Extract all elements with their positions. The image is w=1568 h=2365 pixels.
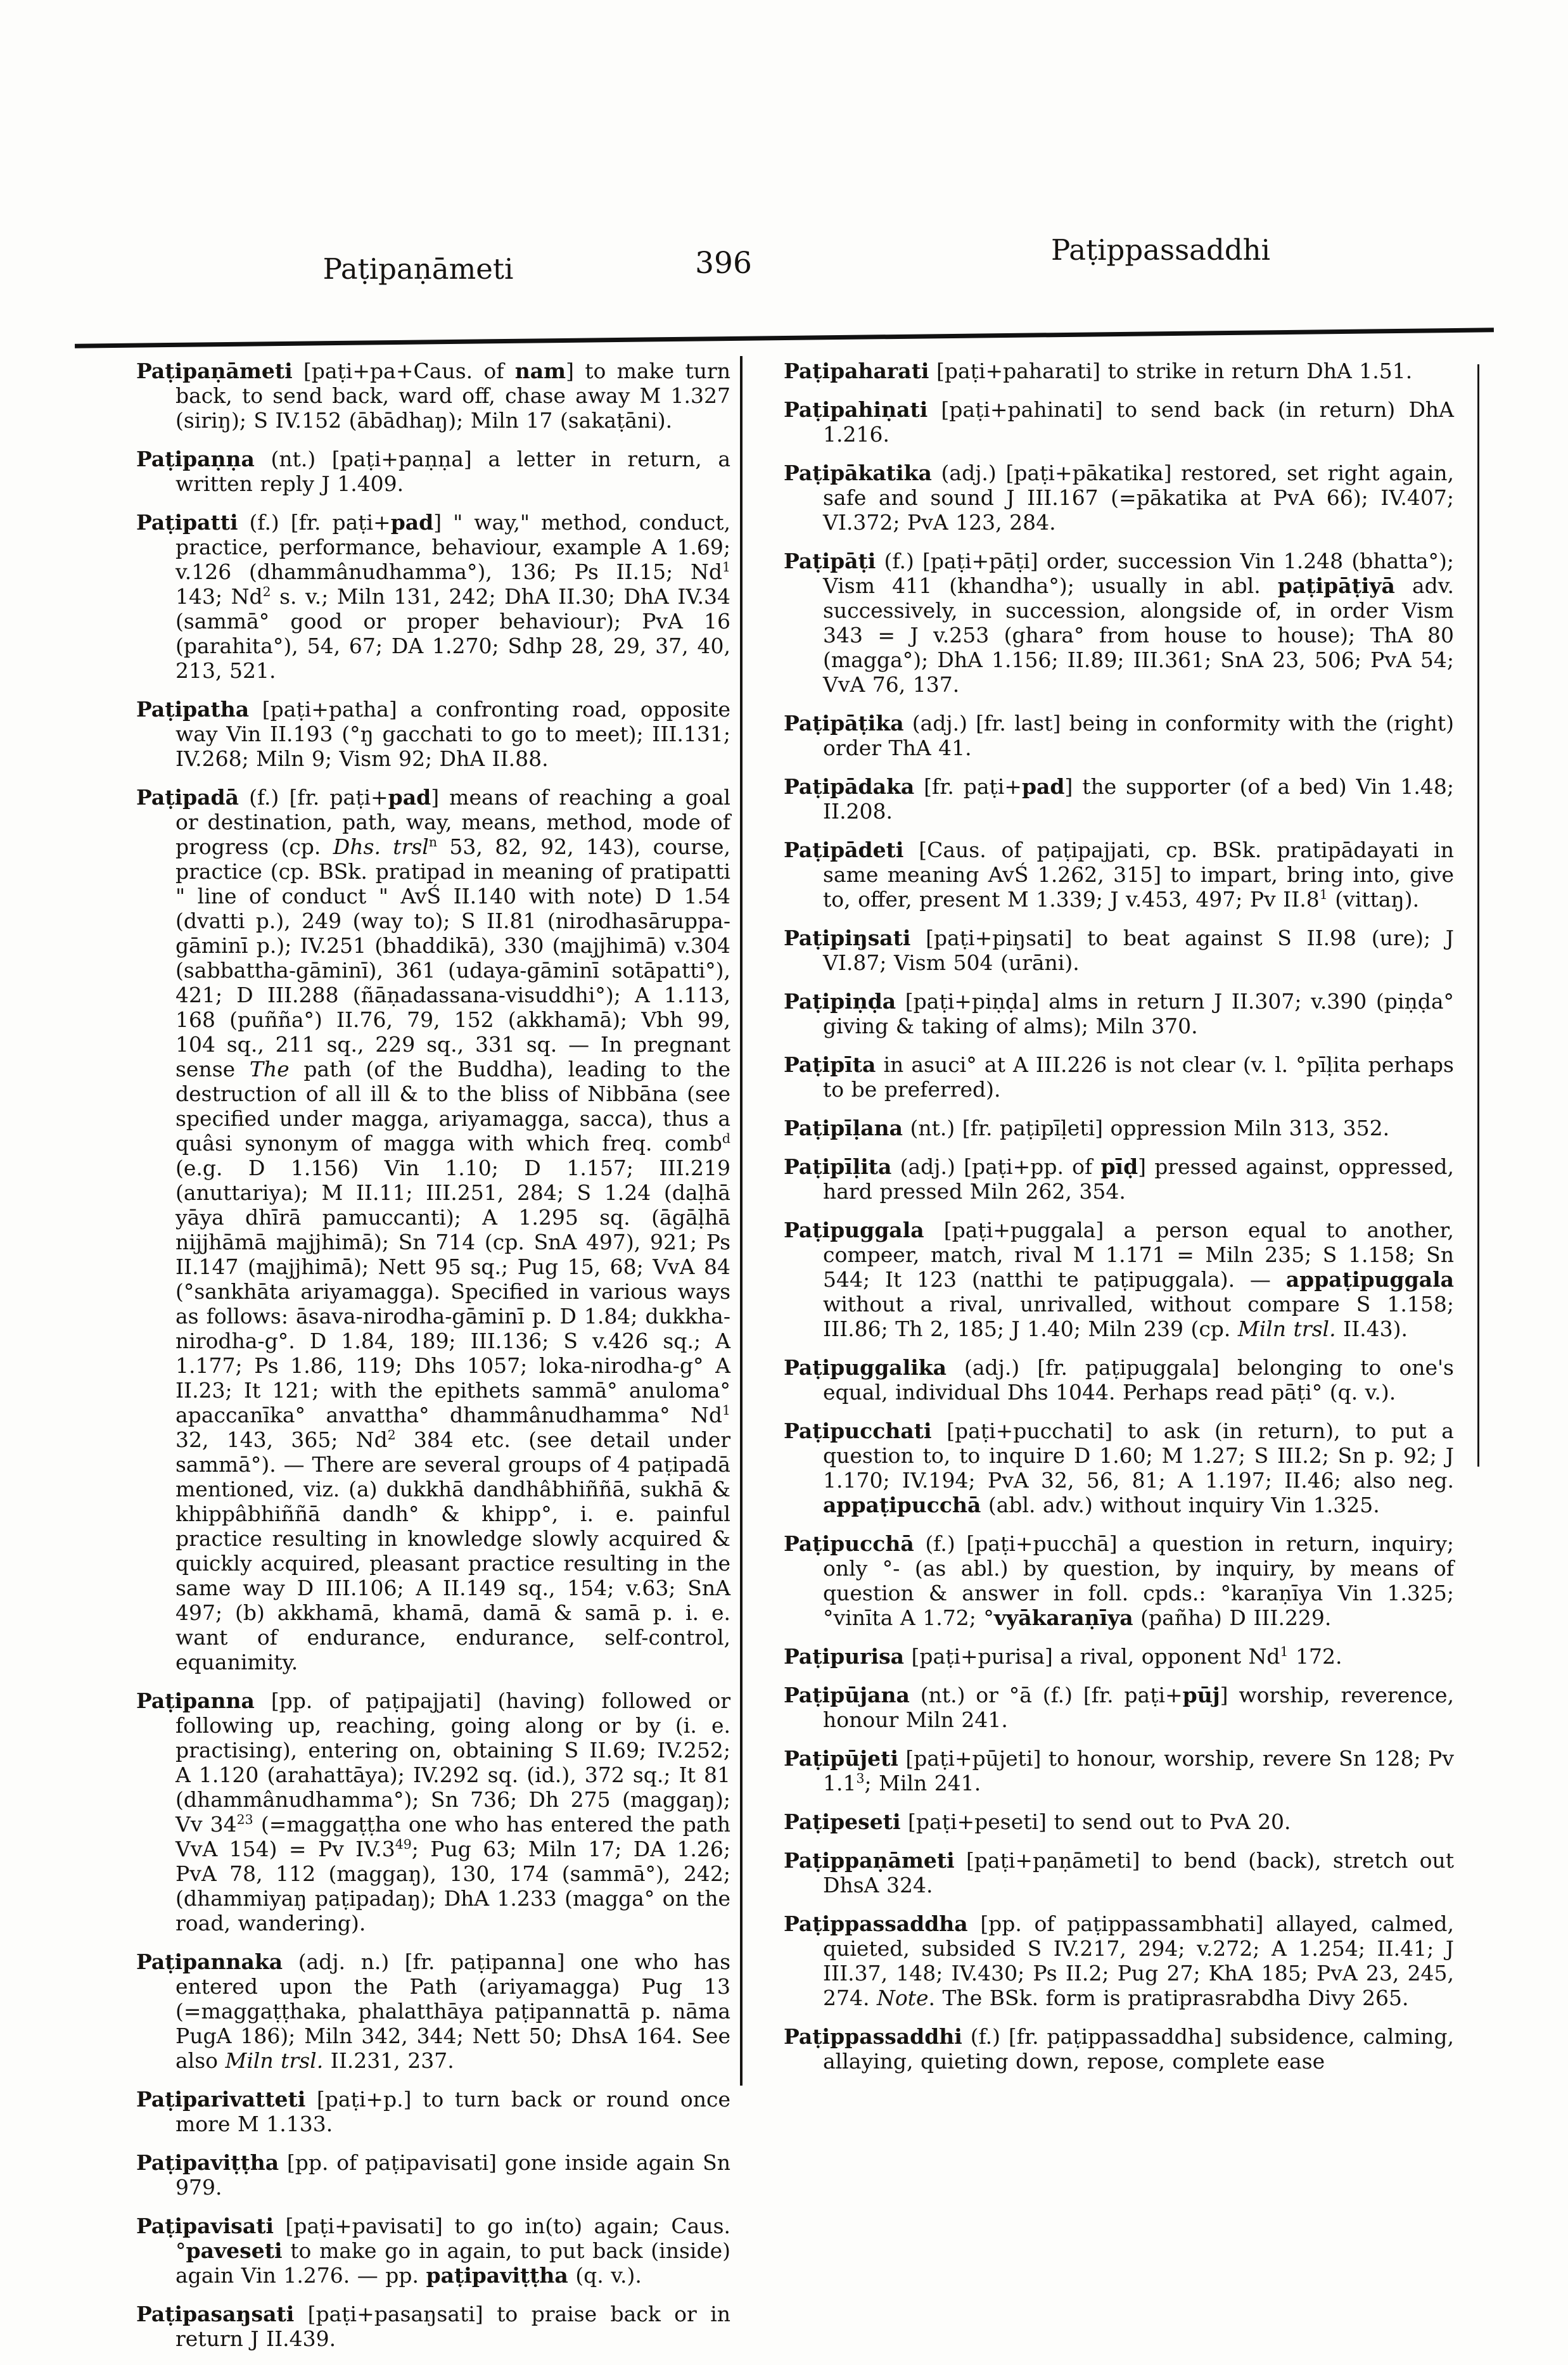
entry-headword: Paṭipanna xyxy=(136,1688,255,1713)
entry-headword: Paṭipurisa xyxy=(784,1644,905,1669)
entry-headword: Paṭipatti xyxy=(136,510,238,535)
dictionary-entry xyxy=(784,549,1454,697)
right-column xyxy=(784,359,1454,2088)
entry-body: [paṭi+pasaŋsati] to praise back or in return J II.439. xyxy=(175,2302,730,2351)
dictionary-entry xyxy=(784,1418,1454,1517)
entry-body: [paṭi+peseti] to send out to PvA 20. xyxy=(908,1809,1291,1834)
dictionary-entry xyxy=(784,774,1454,824)
entry-headword: Paṭippassaddhi xyxy=(784,2024,962,2049)
entry-headword: Paṭipākatika xyxy=(784,461,932,485)
entry-headword: Paṭiparivatteti xyxy=(136,2087,306,2112)
entry-body: (f.) [paṭi+pucchā] a question in return, inquiry; only °- (as abl.) by question, by inquiry, by means of question & answer in foll. cpds.: °karaṇīya Vin 1.325; °vinīta A 1.72; °vyākaraṇīya (pañha) D III.229. xyxy=(823,1531,1454,1630)
entry-headword: Paṭipūjana xyxy=(784,1683,910,1707)
entry-headword: Paṭippaṇāmeti xyxy=(784,1848,955,1873)
left-column xyxy=(136,359,730,2365)
header-catchword-right: Paṭippassaddhi xyxy=(1050,233,1271,267)
dictionary-entry xyxy=(136,2302,730,2351)
entry-body: [paṭi+purisa] a rival, opponent Nd$^1$ 172. xyxy=(911,1644,1342,1669)
entry-headword: Paṭipiṇḍa xyxy=(784,989,896,1014)
entry-body: (nt.) [fr. paṭipīḷeti] oppression Miln 313, 352. xyxy=(910,1116,1390,1140)
entry-headword: Paṭipadā xyxy=(136,785,239,810)
entry-body: [pp. of paṭipavisati] gone inside again Sn 979. xyxy=(175,2150,730,2200)
entry-body: [paṭi+pa+Caus. of nam] to make turn back, to send back, ward off, chase away M 1.327 (siriŋ); S IV.152 (ābādhaŋ); Miln 17 (sakaṭāni). xyxy=(175,359,730,433)
entry-body: [pp. of paṭipajjati] (having) followed or following up, reaching, going along or by (i. e. practising), entering on, obtaining S II.69; IV.252; A 1.120 (arahattāya); IV.292 sq. (id.), 372 sq.; It 81 (dhammânudhamma°); Sn 736; Dh 275 (maggaŋ); Vv $34^{23}$ (=maggaṭṭha one who has entered the path VvA 154) = Pv $IV.3^{49}$; Pug 63; Miln 17; DA 1.26; PvA 78, 112 (maggaŋ), 130, 174 (sammā°), 242; (dhammiyaŋ paṭipadaŋ); DhA 1.233 (magga° on the road, wandering). xyxy=(175,1688,730,1935)
dictionary-entry xyxy=(784,1355,1454,1405)
entry-body: (adj.) [paṭi+pākatika] restored, set right again, safe and sound J III.167 (=pākatika at PvA 66); IV.407; VI.372; PvA 123, 284. xyxy=(823,461,1454,535)
entry-body: [paṭi+pavisati] to go in(to) again; Caus. °paveseti to make go in again, to put back (inside) again Vin 1.276. — pp. paṭipaviṭṭha (q. v.). xyxy=(175,2214,730,2288)
entry-body: (f.) [fr. paṭippassaddha] subsidence, calming, allaying, quieting down, repose, complete ease xyxy=(823,2024,1454,2074)
entry-body: [fr. paṭi+pad] the supporter (of a bed) Vin 1.48; II.208. xyxy=(823,774,1454,824)
entry-body: [paṭi+paṇāmeti] to bend (back), stretch out DhsA 324. xyxy=(823,1848,1454,1897)
entry-headword: Paṭipaviṭṭha xyxy=(136,2150,279,2175)
dictionary-entry xyxy=(784,397,1454,447)
entry-headword: Paṭipīḷita xyxy=(784,1154,892,1179)
entry-body: in asuci° at A III.226 is not clear (v. l. °pīḷita perhaps to be preferred). xyxy=(823,1052,1454,1102)
dictionary-entry xyxy=(784,711,1454,760)
entry-headword: Paṭipāṭi xyxy=(784,549,876,573)
entry-headword: Paṭipucchā xyxy=(784,1531,914,1556)
dictionary-entry xyxy=(784,1116,1454,1140)
entry-body: [Caus. of paṭipajjati, cp. BSk. pratipādayati in same meaning AvŚ 1.262, 315] to impart, bring into, give to, offer, present M 1.339; J v.453, 497; Pv $II.8^1$ (vittaŋ). xyxy=(823,838,1454,912)
dictionary-entry xyxy=(784,838,1454,912)
dictionary-entry xyxy=(784,1848,1454,1897)
dictionary-entry xyxy=(784,1218,1454,1341)
dictionary-entry xyxy=(136,697,730,771)
entry-headword: Paṭipatha xyxy=(136,697,250,722)
entry-body: [paṭi+pahinati] to send back (in return) DhA 1.216. xyxy=(823,397,1454,447)
dictionary-entry xyxy=(136,510,730,683)
entry-body: (nt.) [paṭi+paṇṇa] a letter in return, a written reply J 1.409. xyxy=(175,447,730,496)
dictionary-entry xyxy=(784,989,1454,1038)
dictionary-entry xyxy=(136,2087,730,2136)
entry-body: [paṭi+puggala] a person equal to another, compeer, match, rival M 1.171 = Miln 235; S 1.158; Sn 544; It 123 (natthi te paṭipuggala). — appaṭipuggala without a rival, unrivalled, without compare S 1.158; III.86; Th 2, 185; J 1.40; Miln 239 (cp. Miln trsl. II.43). xyxy=(823,1218,1454,1341)
header-rule xyxy=(75,328,1494,348)
entry-headword: Paṭipeseti xyxy=(784,1809,901,1834)
dictionary-entry xyxy=(784,461,1454,535)
entry-body: [paṭi+patha] a confronting road, opposite way Vin II.193 (°ŋ gacchati to go to meet); III.131; IV.268; Miln 9; Vism 92; DhA II.88. xyxy=(175,697,730,771)
column-divider xyxy=(740,356,743,2086)
dictionary-entry xyxy=(784,1809,1454,1834)
entry-body: (adj.) [fr. paṭipuggala] belonging to one's equal, individual Dhs 1044. Perhaps read pāṭi° (q. v.). xyxy=(823,1355,1454,1405)
dictionary-entry xyxy=(784,1746,1454,1795)
entry-headword: Paṭipūjeti xyxy=(784,1746,898,1771)
entry-body: [paṭi+piṇḍa] alms in return J II.307; v.390 (piṇḍa° giving & taking of alms); Miln 370. xyxy=(823,989,1454,1038)
entry-headword: Paṭipuggala xyxy=(784,1218,924,1242)
entry-headword: Paṭipaṇṇa xyxy=(136,447,255,471)
entry-body: [paṭi+piŋsati] to beat against S II.98 (ure); J VI.87; Vism 504 (urāni). xyxy=(823,926,1454,975)
dictionary-entry xyxy=(136,2214,730,2288)
dictionary-entry xyxy=(784,1911,1454,2010)
entry-headword: Paṭipannaka xyxy=(136,1949,283,1974)
entry-headword: Paṭipaharati xyxy=(784,359,929,383)
entry-headword: Paṭipādeti xyxy=(784,838,904,862)
dictionary-entry xyxy=(784,1644,1454,1669)
dictionary-entry xyxy=(784,1154,1454,1204)
entry-body: (f.) [fr. paṭi+pad] means of reaching a goal or destination, path, way, means, method, mode of progress (cp. Dhs. trsl$^n$ 53, 82, 92, 143), course, practice (cp. BSk. pratipad in meaning of pratipatti " line of conduct " AvŚ II.140 with note) D 1.54 (dvatti p.), 249 (way to); S II.81 (nirodhasāruppa-gāminī p.); IV.251 (bhaddikā), 330 (majjhimā) v.304 (sabbattha-gāminī), 361 (udaya-gāminī sotāpatti°), 421; D III.288 (ñāṇadassana-visuddhi°); A 1.113, 168 (puñña°) II.76, 79, 152 (akkhamā); Vbh 99, 104 sq., 211 sq., 229 sq., 331 sq. — In pregnant sense The path (of the Buddha), leading to the destruction of all ill & to the bliss of Nibbāna (see specified under magga, ariyamagga, sacca), thus a quâsi synonym of magga with which freq. comb$^d$ (e.g. D 1.156) Vin 1.10; D 1.157; III.219 (anuttariya); M II.11; III.251, 284; S 1.24 (daḷhā yāya dhīrā pamuccanti); A 1.295 sq. (āgāḷhā nijjhāmā majjhimā); Sn 714 (cp. SnA 497), 921; Ps II.147 (majjhimā); Nett 95 sq.; Pug 15, 68; VvA 84 (°sankhāta ariyamagga). Specified in various ways as follows: āsava-nirodha-gāminī p. D 1.84; dukkha-nirodha-g°. D 1.84, 189; III.136; S v.426 sq.; A 1.177; Ps 1.86, 119; Dhs 1057; loka-nirodha-g° A II.23; It 121; with the epithets sammā° anuloma° apaccanīka° anvattha° dhammânudhamma° Nd$^1$ 32, 143, 365; Nd$^2$ 384 etc. (see detail under sammā°). — There are several groups of 4 paṭipadā mentioned, viz. (a) dukkhā dandhâbhiññā, sukhā & khippâbhiññā dandh° & khipp°, i. e. painful practice resulting in knowledge slowly acquired & quickly acquired, pleasant practice resulting in the same way D III.106; A II.149 sq., 154; v.63; SnA 497; (b) akkhamā, khamā, damā & samā p. i. e. want of endurance, endurance, self-control, equanimity. xyxy=(175,785,731,1674)
entry-headword: Paṭipuggalika xyxy=(784,1355,947,1380)
entry-headword: Paṭipavisati xyxy=(136,2214,274,2238)
entry-headword: Paṭipīḷana xyxy=(784,1116,903,1140)
dictionary-entry xyxy=(136,359,730,433)
entry-headword: Paṭipādaka xyxy=(784,774,915,799)
header-catchword-left: Paṭipaṇāmeti xyxy=(322,252,514,286)
entry-headword: Paṭipahiṇati xyxy=(784,397,928,422)
dictionary-entry xyxy=(784,926,1454,975)
dictionary-entry xyxy=(136,2150,730,2200)
entry-headword: Paṭipaṇāmeti xyxy=(136,359,293,383)
entry-body: (adj. n.) [fr. paṭipanna] one who has entered upon the Path (ariyamagga) Pug 13 (=maggaṭṭhaka, phalatthāya paṭipannattā p. nāma PugA 186); Miln 342, 344; Nett 50; DhsA 164. See also Miln trsl. II.231, 237. xyxy=(175,1949,731,2073)
dictionary-entry xyxy=(136,447,730,496)
dictionary-entry xyxy=(784,2024,1454,2074)
entry-headword: Paṭipasaŋsati xyxy=(136,2302,295,2326)
scan-edge-artifact xyxy=(1477,364,1479,1467)
entry-body: (f.) [fr. paṭi+pad] " way," method, conduct, practice, performance, behaviour, example A 1.69; v.126 (dhammânudhamma°), 136; Ps II.15; Nd$^1$ 143; Nd$^2$ s. v.; Miln 131, 242; DhA II.30; DhA IV.34 (sammā° good or proper behaviour); PvA 16 (parahita°), 54, 67; DA 1.270; Sdhp 28, 29, 37, 40, 213, 521. xyxy=(175,510,730,683)
entry-body: [paṭi+paharati] to strike in return DhA 1.51. xyxy=(936,359,1413,383)
entry-headword: Paṭipiŋsati xyxy=(784,926,911,950)
entry-headword: Paṭipucchati xyxy=(784,1418,932,1443)
entry-body: (adj.) [paṭi+pp. of pīḍ] pressed against, oppressed, hard pressed Miln 262, 354. xyxy=(823,1154,1454,1204)
dictionary-entry xyxy=(136,1688,730,1935)
header-page-number: 396 xyxy=(695,246,752,281)
dictionary-entry xyxy=(784,359,1454,383)
entry-headword: Paṭipāṭika xyxy=(784,711,904,736)
entry-headword: Paṭipīta xyxy=(784,1052,876,1077)
dictionary-entry xyxy=(784,1052,1454,1102)
entry-body: (adj.) [fr. last] being in conformity with the (right) order ThA 41. xyxy=(823,711,1454,760)
entry-body: (nt.) or °ā (f.) [fr. paṭi+pūj] worship, reverence, honour Miln 241. xyxy=(823,1683,1454,1732)
dictionary-entry xyxy=(784,1683,1454,1732)
entry-body: [paṭi+p.] to turn back or round once more M 1.133. xyxy=(175,2087,730,2136)
dictionary-entry xyxy=(136,1949,730,2073)
entry-body: [paṭi+pūjeti] to honour, worship, revere Sn 128; Pv $1.1^3$; Miln 241. xyxy=(823,1746,1454,1795)
dictionary-entry xyxy=(784,1531,1454,1630)
entry-body: [pp. of paṭippassambhati] allayed, calmed, quieted, subsided S IV.217, 294; v.272; A 1.254; II.41; J III.37, 148; IV.430; Ps II.2; Pug 27; KhA 185; PvA 23, 245, 274. Note. The BSk. form is pratiprasrabdha Divy 265. xyxy=(823,1911,1454,2010)
entry-body: [paṭi+pucchati] to ask (in return), to put a question to, to inquire D 1.60; M 1.27; S III.2; Sn p. 92; J 1.170; IV.194; PvA 32, 56, 81; A 1.197; II.46; also neg. appaṭipucchā (abl. adv.) without inquiry Vin 1.325. xyxy=(823,1418,1454,1517)
dictionary-entry xyxy=(136,785,730,1674)
entry-body: (f.) [paṭi+pāṭi] order, succession Vin 1.248 (bhatta°); Vism 411 (khandha°); usually in abl. paṭipāṭiyā adv. successively, in succession, alongside of, in order Vism 343 = J v.253 (ghara° from house to house); ThA 80 (magga°); DhA 1.156; II.89; III.361; SnA 23, 506; PvA 54; VvA 76, 137. xyxy=(823,549,1454,697)
entry-headword: Paṭippassaddha xyxy=(784,1911,968,1936)
